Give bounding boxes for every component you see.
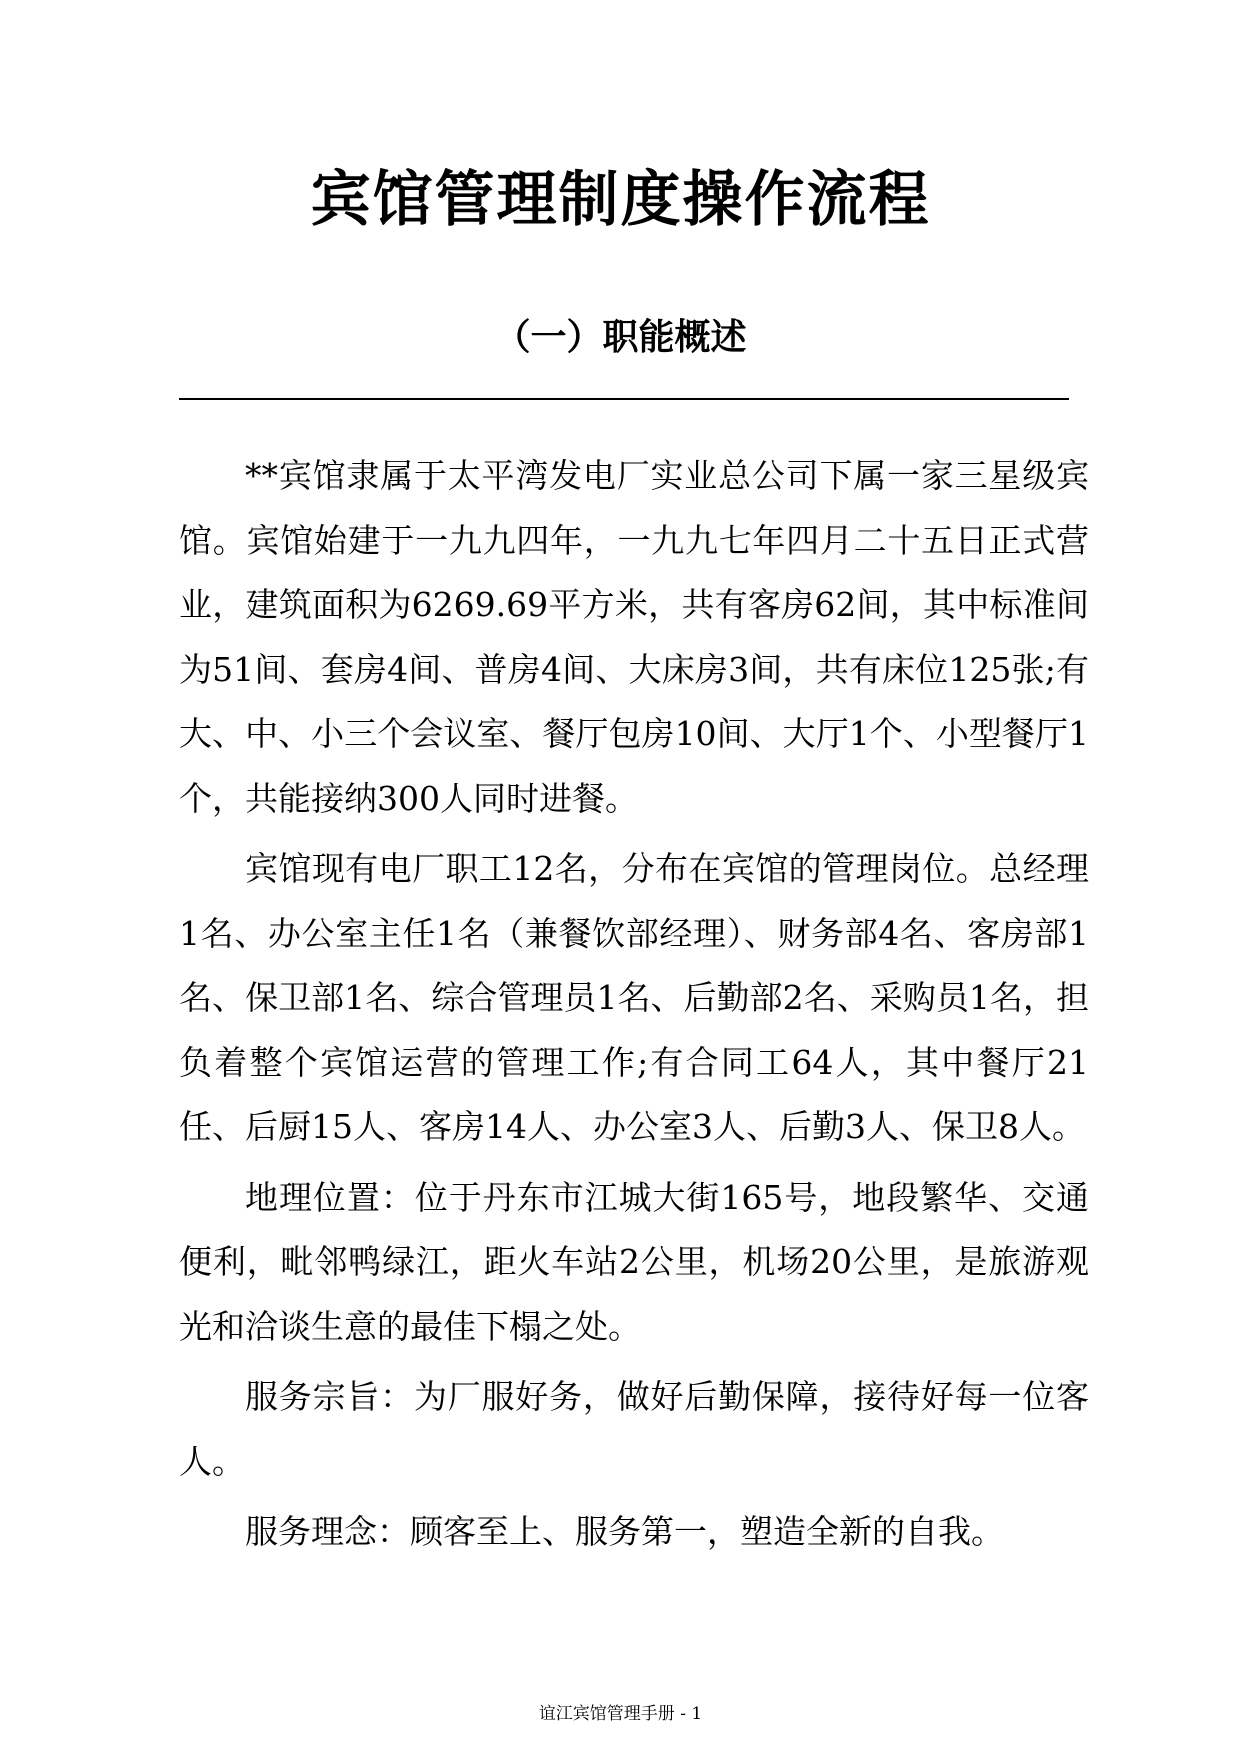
paragraph-service-philosophy: 服务理念：顾客至上、服务第一，塑造全新的自我。	[245, 1512, 1004, 1551]
paragraph-service-purpose: 服务宗旨：为厂服好务，做好后勤保障，接待好每一位客人。	[179, 1377, 1089, 1481]
page-footer: 谊江宾馆管理手册 - 1	[538, 1704, 703, 1724]
section-heading: （一）职能概述	[494, 316, 747, 358]
paragraph-location: 地理位置：位于丹东市江城大街165号，地段繁华、交通便利，毗邻鸭绿江，距火车站2公里，机场20公里，是旅游观光和洽谈生意的最佳下榻之处。	[179, 1177, 1089, 1346]
document-body	[179, 444, 1089, 1571]
paragraph-overview: **宾馆隶属于太平湾发电厂实业总公司下属一家三星级宾馆。宾馆始建于一九九四年，一九九七年四月二十五日正式营业，建筑面积为6269.69平方米，共有客房62间，其中标准间为51间、套房4间、普房4间、大床房3间，共有床位125张;有大、中、小三个会议室、餐厅包房10间、大厅1个、小型餐厅1个，共能接纳300人同时进餐。	[179, 456, 1089, 818]
document-title: 宾馆管理制度操作流程	[310, 165, 931, 235]
paragraph-staff: 宾馆现有电厂职工12名，分布在宾馆的管理岗位。总经理1名、办公室主任1名（兼餐饮部经理）、财务部4名、客房部1名、保卫部1名、综合管理员1名、后勤部2名、采购员1名，担负着整个宾馆运营的管理工作;有合同工64人，其中餐厅21任、后厨15人、客房14人、办公室3人、后勤3人、保卫8人。	[179, 849, 1089, 1146]
horizontal-rule	[179, 398, 1069, 400]
